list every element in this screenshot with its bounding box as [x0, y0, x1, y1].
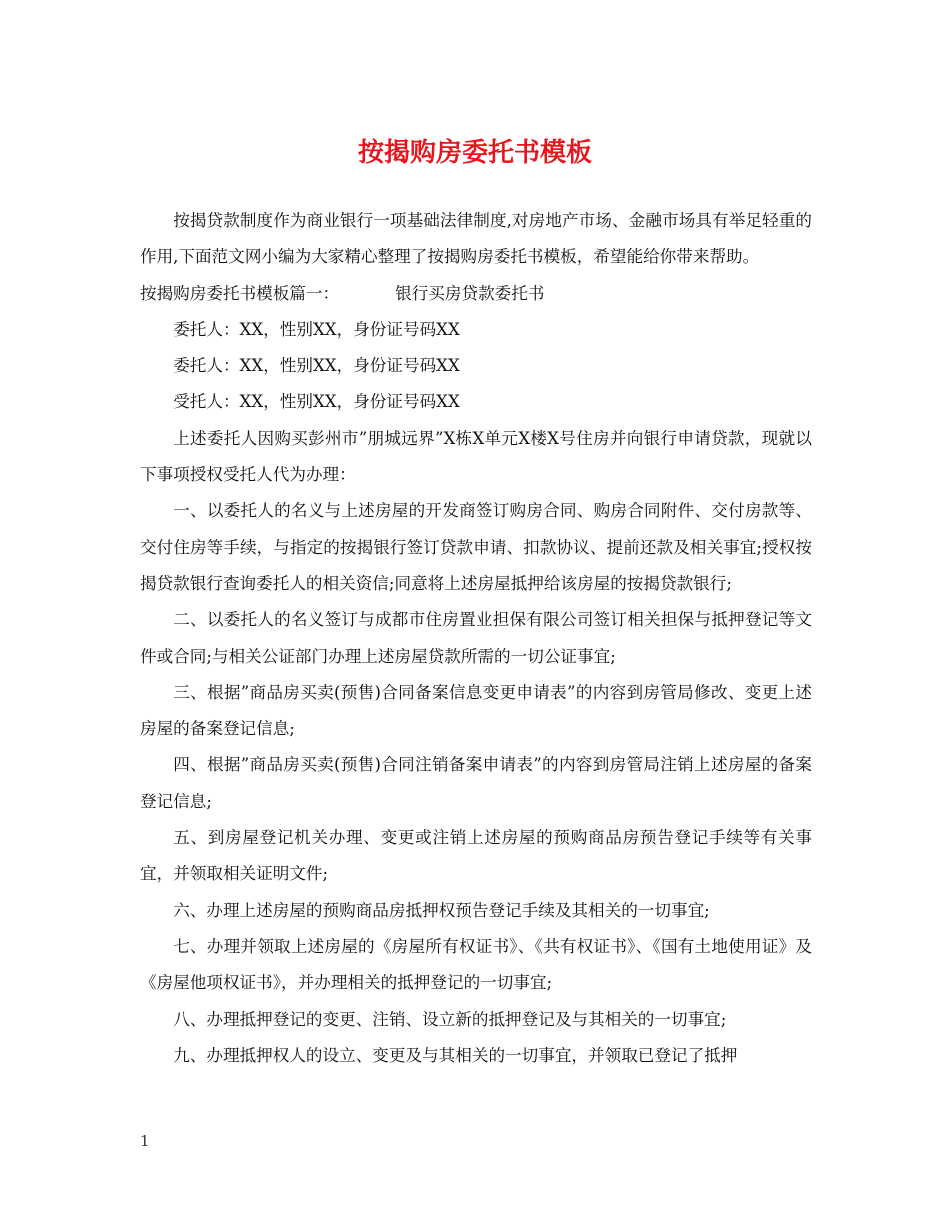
- document-title: 按揭购房委托书模板: [357, 138, 592, 168]
- body-paragraph: 三、根据”商品房买卖(预售)合同备案信息变更申请表”的内容到房管局修改、变更上述房屋的备案登记信息;: [140, 682, 812, 739]
- body-paragraph: 上述委托人因购买彭州市”朋城远界”X栋X单元X楼X号住房并向银行申请贷款，现就以下事项授权受托人代为办理：: [140, 428, 812, 485]
- section-heading: [140, 276, 812, 312]
- body-paragraph: 委托人：XX，性别XX，身份证号码XX: [173, 319, 460, 339]
- body-paragraph: 六、办理上述房屋的预购商品房抵押权预告登记手续及其相关的一切事宜;: [173, 900, 710, 920]
- body-paragraph: 一、以委托人的名义与上述房屋的开发商签订购房合同、购房合同附件、交付房款等、交付住房等手续，与指定的按揭银行签订贷款申请、扣款协议、提前还款及相关事宜;授权按揭贷款银行查询委托人的相关资信;同意将上述房屋抵押给该房屋的按揭贷款银行;: [140, 501, 812, 593]
- body-paragraph: 委托人：XX，性别XX，身份证号码XX: [173, 356, 460, 376]
- body-paragraph: 五、到房屋登记机关办理、变更或注销上述房屋的预购商品房预告登记手续等有关事宜，并领取相关证明文件;: [140, 828, 812, 884]
- section-title: 银行买房贷款委托书: [395, 283, 545, 303]
- body-paragraph: 七、办理并领取上述房屋的《房屋所有权证书》、《共有权证书》、《国有土地使用证》及《房屋他项权证书》，并办理相关的抵押登记的一切事宜;: [140, 936, 812, 993]
- body-paragraph: 四、根据”商品房买卖(预售)合同注销备案申请表”的内容到房管局注销上述房屋的备案登记信息;: [140, 755, 812, 811]
- body-paragraph: 九、办理抵押权人的设立、变更及与其相关的一切事宜，并领取已登记了抵押: [173, 1045, 738, 1065]
- body-paragraph: 受托人：XX，性别XX，身份证号码XX: [173, 392, 460, 412]
- body-paragraph: 八、办理抵押登记的变更、注销、设立新的抵押登记及与其相关的一切事宜;: [173, 1009, 727, 1029]
- intro-paragraph: 按揭贷款制度作为商业银行一项基础法律制度,对房地产市场、金融市场具有举足轻重的作用,下面范文网小编为大家精心整理了按揭购房委托书模板，希望能给你带来帮助。: [140, 211, 812, 267]
- body-paragraph: 二、以委托人的名义签订与成都市住房置业担保有限公司签订相关担保与抵押登记等文件或合同;与相关公证部门办理上述房屋贷款所需的一切公证事宜;: [140, 610, 812, 666]
- document-body: [140, 203, 812, 1074]
- page-number: 1: [140, 1132, 150, 1150]
- section-label: 按揭购房委托书模板篇一：: [140, 283, 340, 303]
